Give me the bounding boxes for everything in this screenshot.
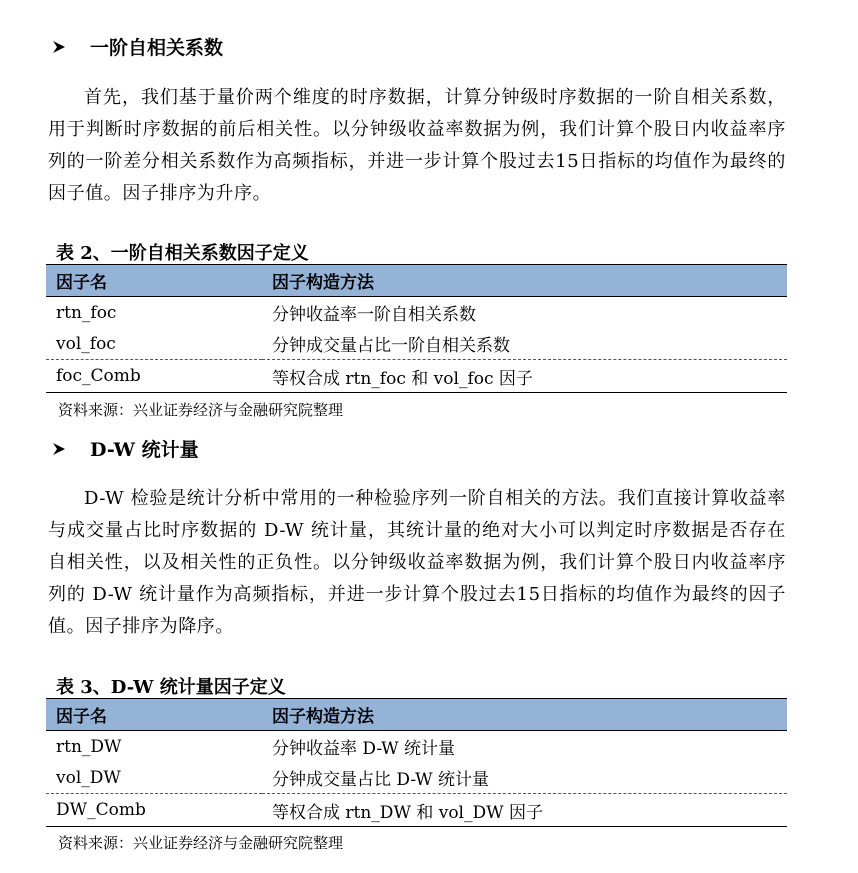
table-caption: 表 3、D-W 统计量因子定义 — [56, 677, 286, 698]
column-header-factor-name: 因子名 — [46, 699, 262, 731]
section-heading-first-order-autocorrelation — [52, 33, 223, 60]
table-source-note: 资料来源：兴业证券经济与金融研究院整理 — [58, 401, 344, 419]
table-row — [46, 360, 787, 393]
table-source-note: 资料来源：兴业证券经济与金融研究院整理 — [58, 834, 344, 852]
table-header-row — [46, 699, 787, 731]
factor-method-cell: 等权合成 rtn_foc 和 vol_foc 因子 — [262, 360, 787, 393]
factor-name-cell: rtn_foc — [56, 302, 117, 323]
factor-definition-table — [46, 264, 787, 393]
factor-name-cell: vol_foc — [56, 333, 116, 354]
column-header-construction-method: 因子构造方法 — [262, 699, 787, 731]
section-heading-text: D-W 统计量 — [90, 439, 199, 461]
arrow-bullet-icon — [52, 40, 66, 54]
table-row — [46, 328, 787, 360]
arrow-bullet-icon — [52, 442, 66, 456]
section-paragraph: D-W 检验是统计分析中常用的一种检验序列一阶自相关的方法。我们直接计算收益率与成交量占比时序数据的 D-W 统计量，其统计量的绝对大小可以判定时序数据是否存在自相关性，以及相关性的正负性。以分钟级收益率数据为例，我们计算个股日内收益率序列的 D-W 统计量作为高频指标，并进一步计算个股过去15日指标的均值作为最终的因子值。因子排序为降序。 — [48, 488, 786, 637]
factor-definition-table — [46, 698, 787, 827]
factor-name-cell: rtn_DW — [56, 736, 122, 757]
section-heading-dw-statistic — [52, 435, 199, 462]
column-header-construction-method: 因子构造方法 — [262, 265, 787, 297]
factor-method-cell: 分钟成交量占比 D-W 统计量 — [272, 770, 490, 790]
factor-name-cell: foc_Comb — [46, 360, 262, 393]
table-caption: 表 2、一阶自相关系数因子定义 — [56, 243, 309, 264]
table-header-row — [46, 265, 787, 297]
factor-method-cell: 等权合成 rtn_DW 和 vol_DW 因子 — [262, 794, 787, 827]
factor-name-cell: vol_DW — [56, 767, 121, 788]
factor-method-cell: 分钟成交量占比一阶自相关系数 — [272, 336, 510, 356]
next-section-heading-cutoff — [52, 864, 252, 873]
column-header-factor-name: 因子名 — [46, 265, 262, 297]
table-row — [46, 794, 787, 827]
factor-method-cell: 分钟收益率一阶自相关系数 — [272, 305, 476, 325]
factor-method-cell: 分钟收益率 D-W 统计量 — [272, 739, 456, 759]
section-paragraph: 首先，我们基于量价两个维度的时序数据，计算分钟级时序数据的一阶自相关系数，用于判断时序数据的前后相关性。以分钟级收益率数据为例，我们计算个股日内收益率序列的一阶差分相关系数作为高频指标，并进一步计算个股过去15日指标的均值作为最终的因子值。因子排序为升序。 — [48, 87, 786, 204]
table-row — [46, 731, 787, 763]
section-heading-text: 一阶自相关系数 — [90, 37, 224, 59]
factor-name-cell: DW_Comb — [46, 794, 262, 827]
table-row — [46, 762, 787, 794]
table-row — [46, 297, 787, 329]
